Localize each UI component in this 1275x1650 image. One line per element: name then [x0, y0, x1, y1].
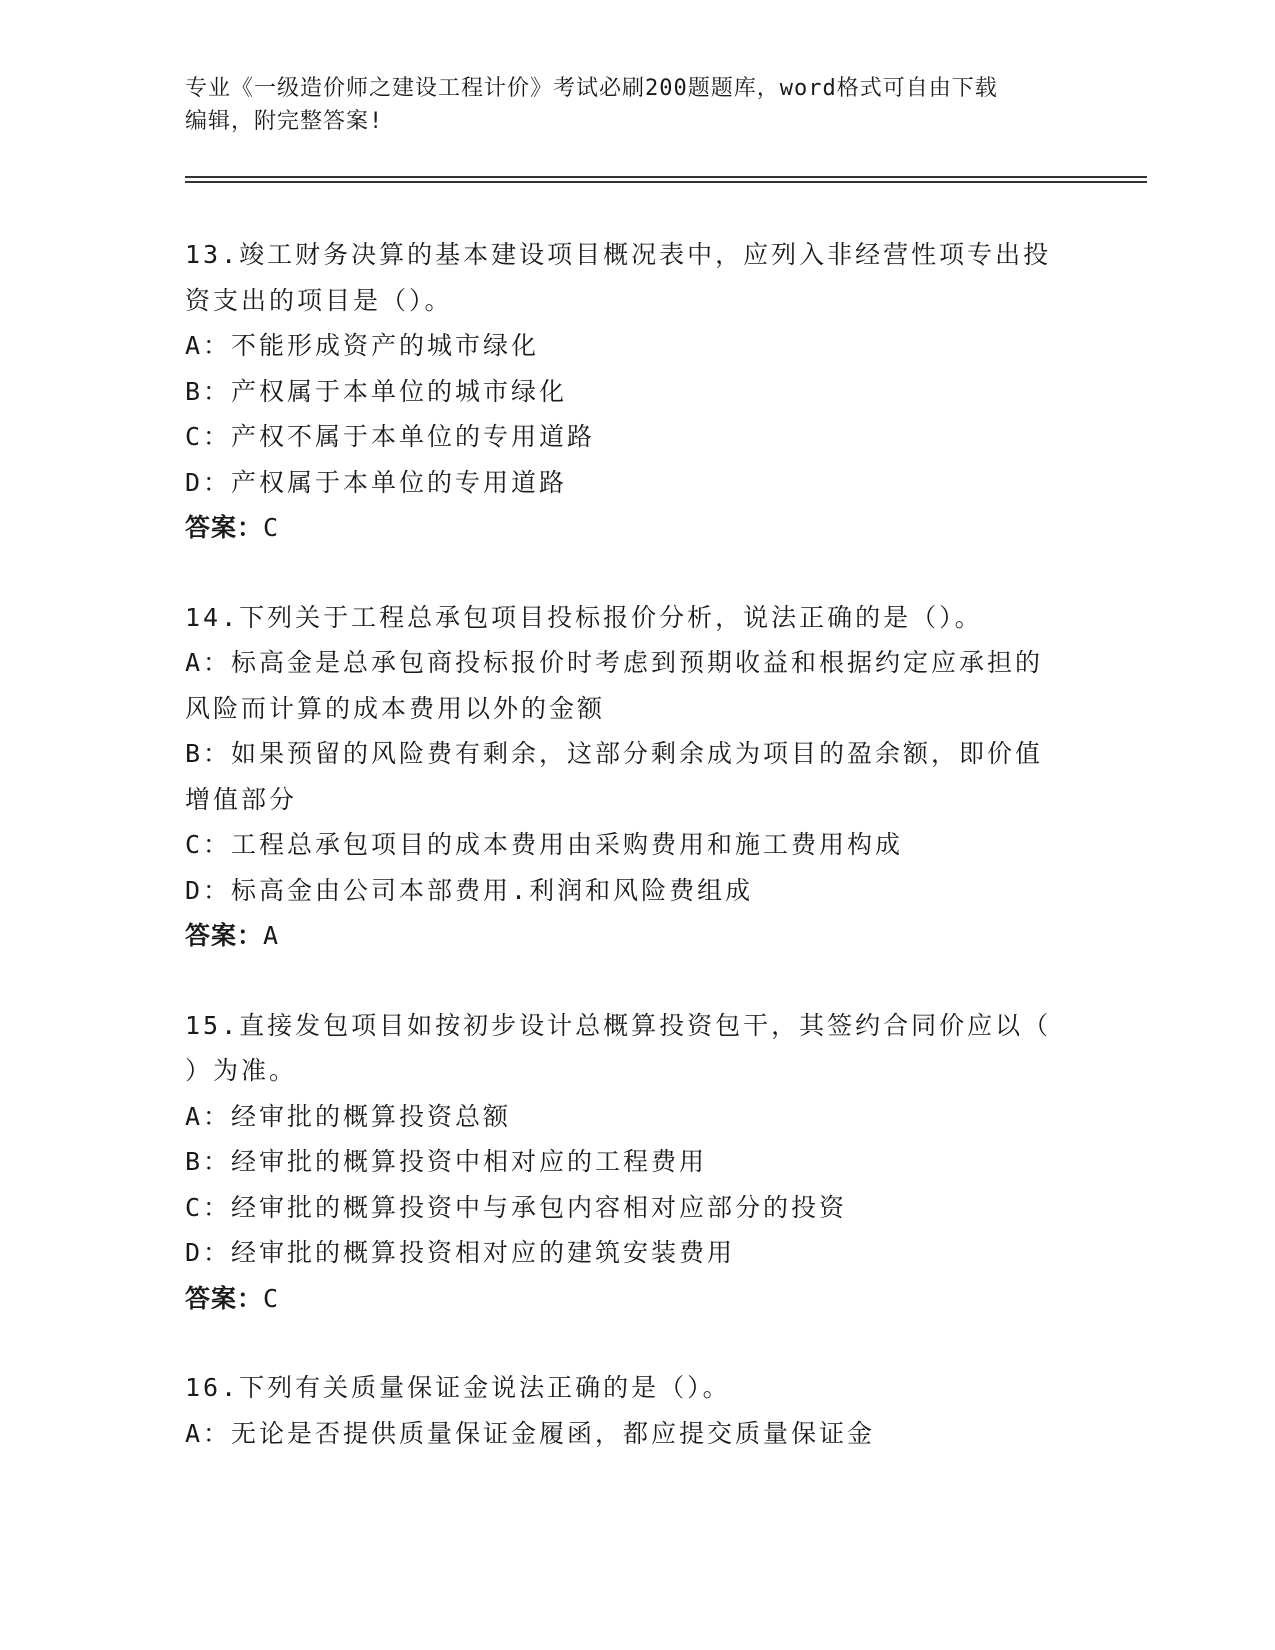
answer-value: C — [263, 513, 280, 542]
answer-value: C — [263, 1283, 280, 1313]
question-text-line: 15.直接发包项目如按初步设计总概算投资包干，其签约合同价应以（ — [185, 1010, 1052, 1040]
answer-label: 答案： — [185, 921, 264, 950]
header-divider-bottom — [185, 181, 1147, 183]
option-a: A：无论是否提供质量保证金履函，都应提交质量保证金 — [185, 1418, 876, 1448]
option-a: A：经审批的概算投资总额 — [185, 1101, 512, 1131]
question-text-line: 16.下列有关质量保证金说法正确的是（）。 — [185, 1373, 731, 1402]
answer-label: 答案： — [185, 1283, 264, 1313]
question-text-line: 资支出的项目是（）。 — [185, 285, 453, 315]
header-divider-top — [185, 176, 1147, 178]
option-b: B：经审批的概算投资中相对应的工程费用 — [185, 1147, 708, 1176]
header-line-1: 专业《一级造价师之建设工程计价》考试必刷200题题库，word格式可自由下载 — [185, 76, 998, 101]
header-line-2: 编辑，附完整答案! — [185, 109, 384, 134]
question-14 — [185, 595, 1085, 959]
question-list — [185, 232, 1085, 1500]
option-d: D：标高金由公司本部费用.利润和风险费组成 — [185, 875, 754, 905]
question-text-line: ）为准。 — [185, 1056, 298, 1085]
option-b-line-2: 增值部分 — [185, 784, 298, 814]
answer-label: 答案： — [185, 513, 264, 542]
answer-value: A — [263, 921, 280, 950]
option-a-line-2: 风险而计算的成本费用以外的金额 — [185, 693, 606, 723]
document-header — [185, 72, 1065, 138]
question-16 — [185, 1365, 1085, 1456]
option-b-line-1: B：如果预留的风险费有剩余，这部分剩余成为项目的盈余额，即价值 — [185, 739, 1044, 768]
option-c: C：产权不属于本单位的专用道路 — [185, 422, 596, 451]
question-15 — [185, 1003, 1085, 1322]
option-a: A：不能形成资产的城市绿化 — [185, 331, 540, 360]
option-b: B：产权属于本单位的城市绿化 — [185, 376, 568, 406]
question-13 — [185, 232, 1085, 551]
option-d: D：经审批的概算投资相对应的建筑安装费用 — [185, 1238, 736, 1267]
option-c: C：经审批的概算投资中与承包内容相对应部分的投资 — [185, 1192, 848, 1222]
option-a-line-1: A：标高金是总承包商投标报价时考虑到预期收益和根据约定应承担的 — [185, 648, 1044, 677]
option-c: C：工程总承包项目的成本费用由采购费用和施工费用构成 — [185, 830, 904, 859]
question-text-line: 14.下列关于工程总承包项目投标报价分析，说法正确的是（）。 — [185, 602, 983, 632]
answer-line — [185, 913, 1085, 959]
option-d: D：产权属于本单位的专用道路 — [185, 467, 568, 497]
answer-line — [185, 1276, 1085, 1322]
answer-line — [185, 505, 1085, 551]
question-text-line: 13.竣工财务决算的基本建设项目概况表中，应列入非经营性项专出投 — [185, 240, 1052, 269]
